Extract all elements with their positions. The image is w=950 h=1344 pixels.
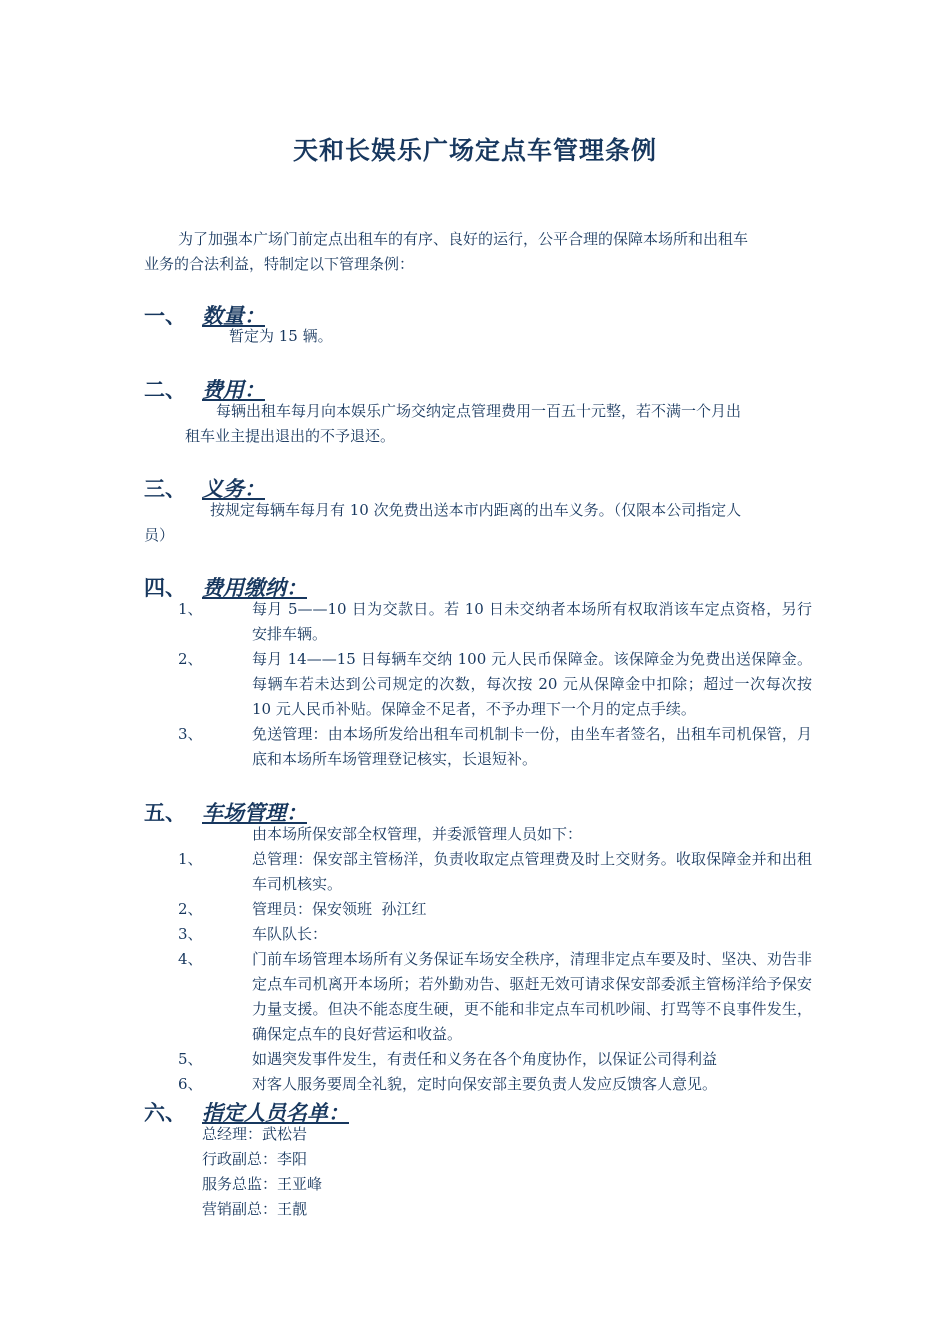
document-title: 天和长娱乐广场定点车管理条例 <box>292 136 657 165</box>
section-5-item-5-text: 如遇突发事件发生，有责任和义务在各个角度协作，以保证公司得利益 <box>252 1050 718 1068</box>
section-3-line-1: 按规定每辆车每月有 10 次免费出送本市内距离的出车义务。（仅限本公司指定人 <box>210 501 742 519</box>
section-2-line-1: 每辆出租车每月向本娱乐广场交纳定点管理费用一百五十元整，若不满一个月出 <box>216 402 742 420</box>
section-4-heading: 费用缴纳： <box>202 575 307 600</box>
person-admin-vp: 行政副总：李阳 <box>202 1150 308 1168</box>
section-4-item-1-text: 每月 5——10 日为交款日。若 10 日未交纳者本场所有权取消该车定点资格，另行安排车辆。 <box>252 600 812 643</box>
intro-line-2: 业务的合法利益，特制定以下管理条例： <box>144 255 415 273</box>
section-5-item-3-number: 3、 <box>178 925 203 943</box>
section-5-heading: 车场管理： <box>202 800 307 825</box>
section-5-item-6-text: 对客人服务要周全礼貌，定时向保安部主要负责人发应反馈客人意见。 <box>252 1075 718 1093</box>
section-5-item-4-text: 门前车场管理本场所有义务保证车场安全秩序，清理非定点车要及时、坚决、劝告非定点车司机离开本场所；若外勤劝告、驱赶无效可请求保安部委派主管杨洋给予保安力量支援。但决不能态度生硬，更不能和非定点车司机吵闹、打骂等不良事件发生，确保定点车的良好营运和收益。 <box>252 950 812 1043</box>
section-1-number: 一、 <box>144 303 186 328</box>
section-3-line-2: 员） <box>144 526 175 544</box>
person-service-director: 服务总监：王亚峰 <box>202 1175 323 1193</box>
section-6-number: 六、 <box>144 1100 186 1125</box>
section-4-item-3-number: 3、 <box>178 725 203 743</box>
section-5-item-2-text: 管理员：保安领班 孙江红 <box>252 900 427 918</box>
section-6-heading: 指定人员名单： <box>202 1100 349 1125</box>
section-2-number: 二、 <box>144 377 186 402</box>
section-1-body: 暂定为 15 辆。 <box>229 327 333 345</box>
section-4-item-3-text: 免送管理：由本场所发给出租车司机制卡一份，由坐车者签名，出租车司机保管，月底和本场所车场管理登记核实，长退短补。 <box>252 725 812 768</box>
intro-line-1: 为了加强本广场门前定点出租车的有序、良好的运行，公平合理的保障本场所和出租车 <box>178 230 749 248</box>
section-4-item-1-number: 1、 <box>178 600 203 618</box>
section-5-item-3-text: 车队队长： <box>252 925 328 943</box>
section-5-intro: 由本场所保安部全权管理，并委派管理人员如下： <box>252 825 583 843</box>
section-3-heading: 义务： <box>202 476 265 501</box>
section-5-item-6-number: 6、 <box>178 1075 203 1093</box>
section-4-item-2-number: 2、 <box>178 650 203 668</box>
section-5-item-1-number: 1、 <box>178 850 203 868</box>
section-2-line-2: 租车业主提出退出的不予退还。 <box>185 427 396 445</box>
section-5-item-2-number: 2、 <box>178 900 203 918</box>
section-5-item-1-text: 总管理：保安部主管杨洋，负责收取定点管理费及时上交财务。收取保障金并和出租车司机核实。 <box>252 850 812 893</box>
section-5-item-5-number: 5、 <box>178 1050 203 1068</box>
person-general-manager: 总经理：武松岩 <box>202 1125 308 1143</box>
section-5-number: 五、 <box>144 800 186 825</box>
section-1-heading: 数量： <box>202 303 265 328</box>
person-marketing-vp: 营销副总：王靓 <box>202 1200 308 1218</box>
section-5-item-4-number: 4、 <box>178 950 203 968</box>
section-2-heading: 费用： <box>202 377 265 402</box>
section-4-number: 四、 <box>144 575 186 600</box>
section-3-number: 三、 <box>144 476 186 501</box>
section-4-item-2-text: 每月 14——15 日每辆车交纳 100 元人民币保障金。该保障金为免费出送保障金。每辆车若未达到公司规定的次数，每次按 20 元从保障金中扣除；超过一次每次按 10 元人民币补贴。保障金不足者，不予办理下一个月的定点手续。 <box>252 650 812 718</box>
